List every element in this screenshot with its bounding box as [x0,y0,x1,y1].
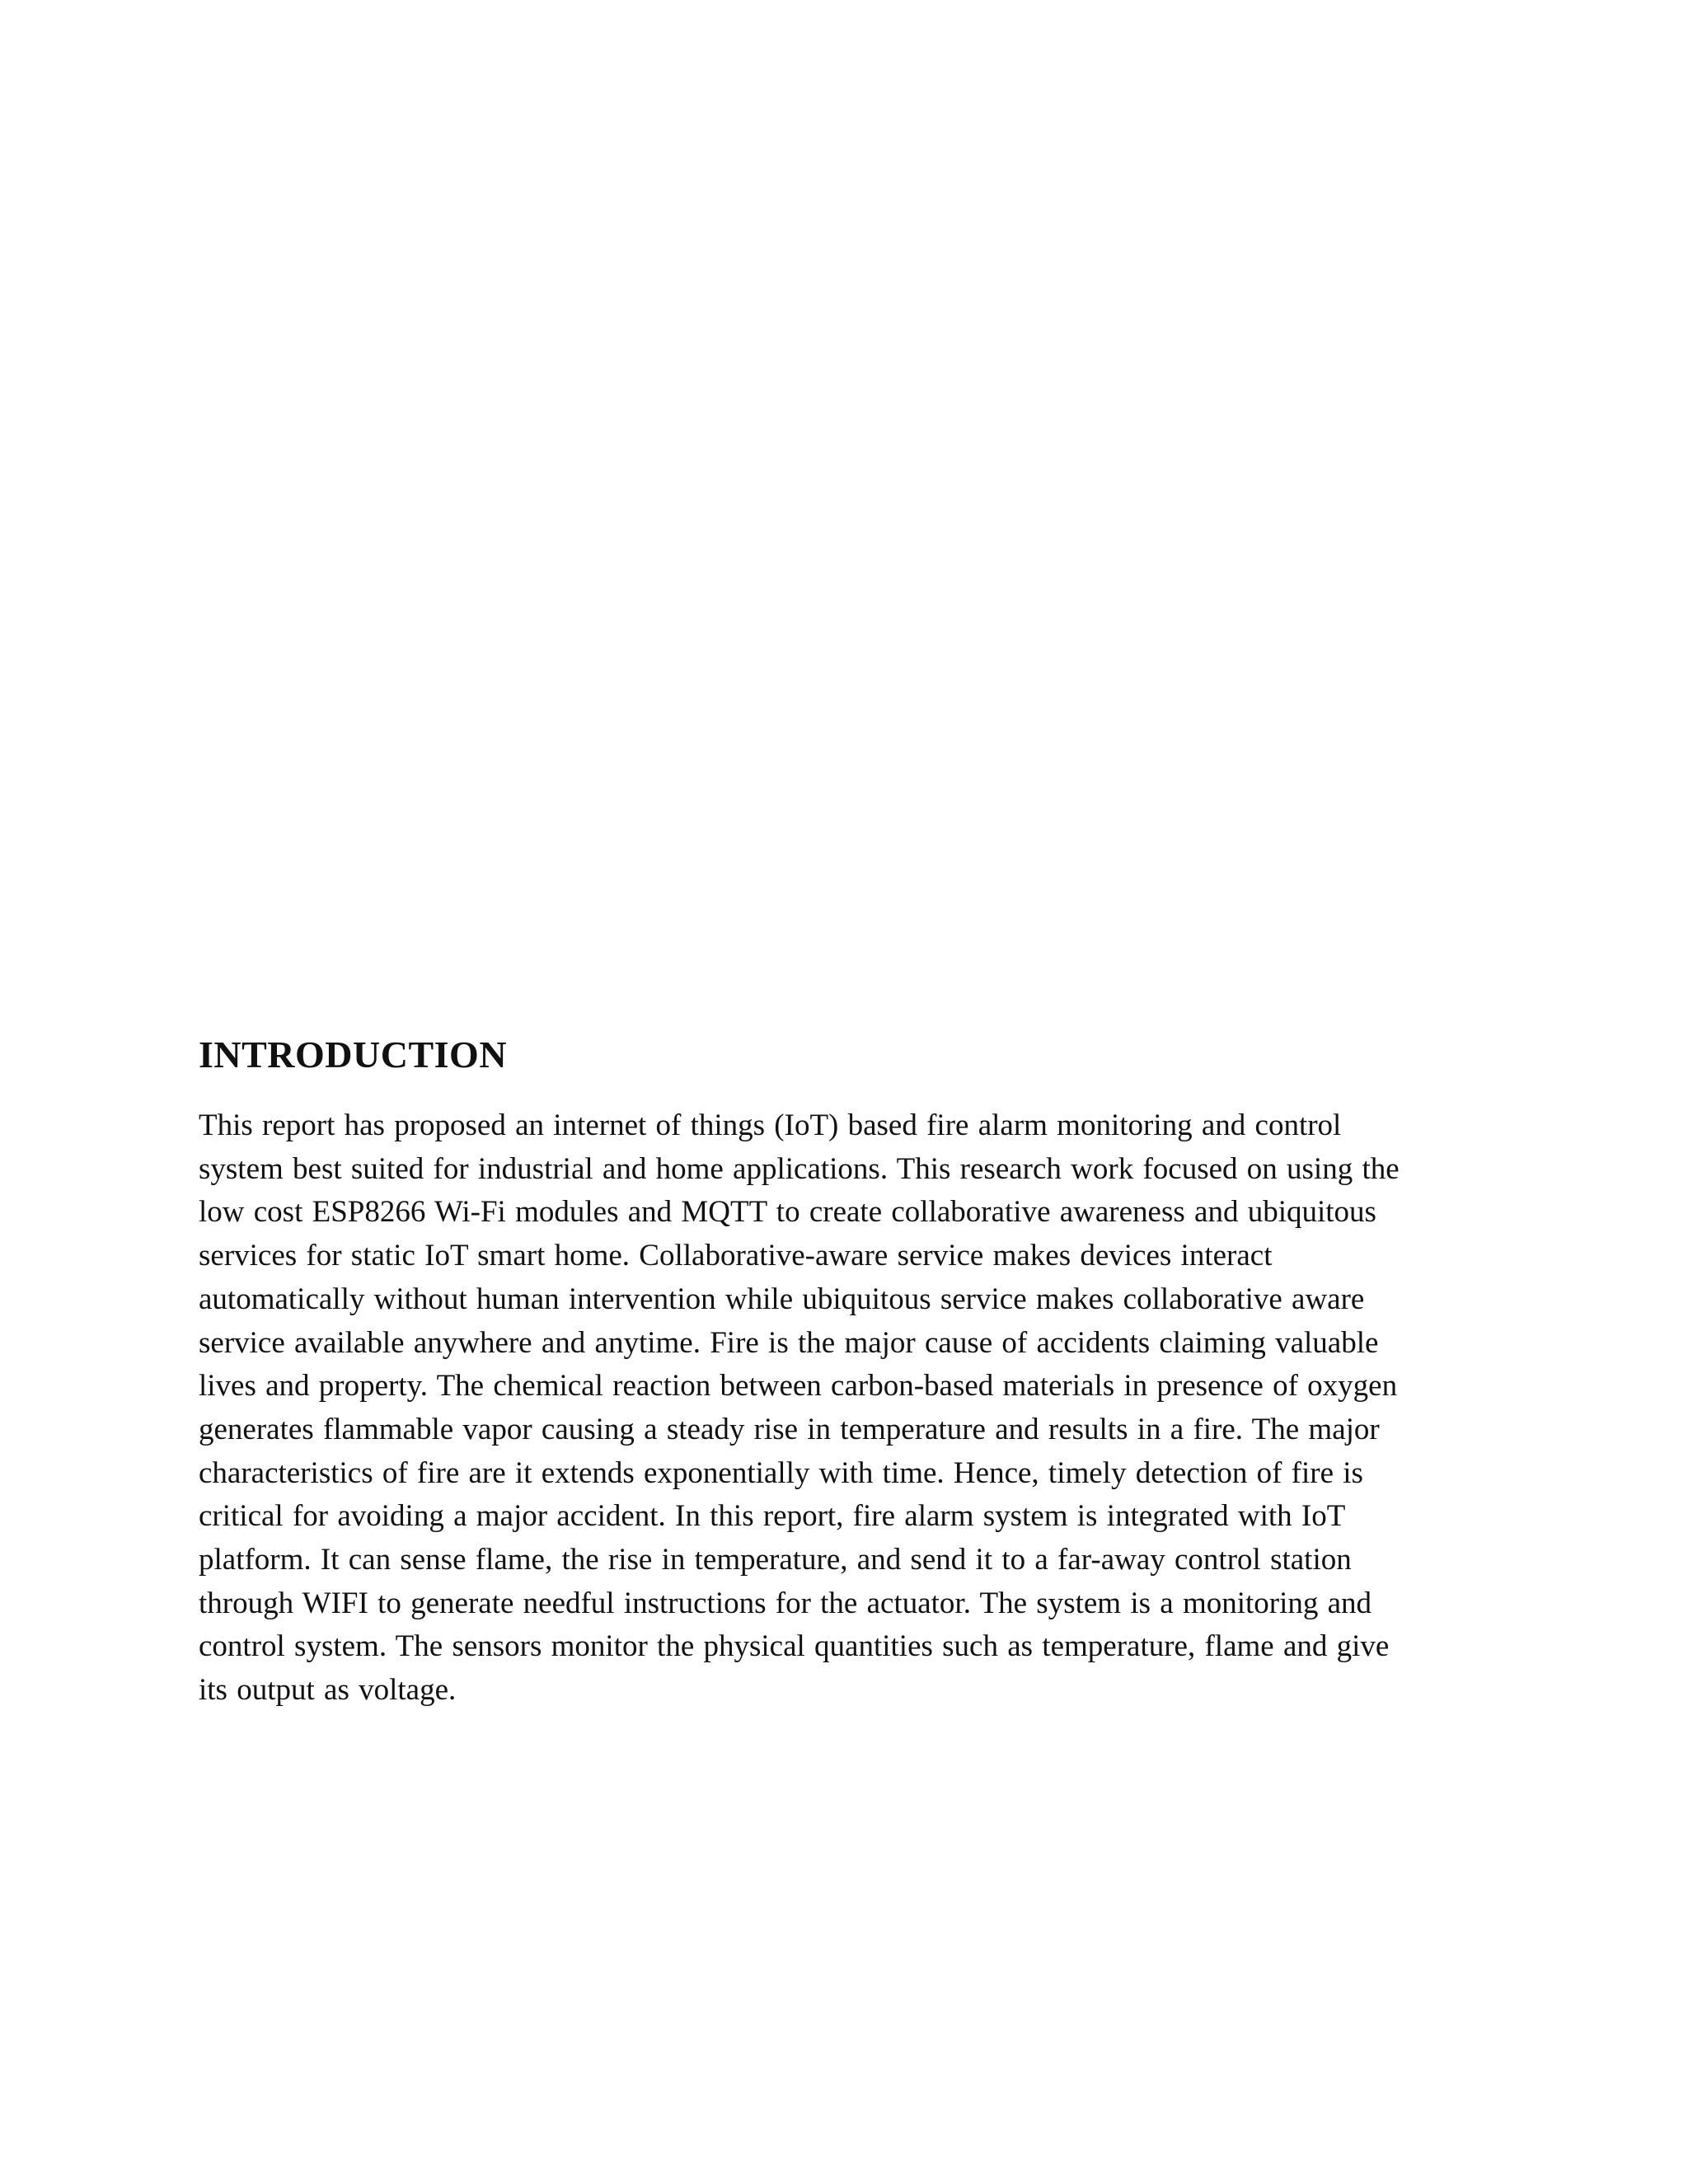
paragraph-line: its output as voltage. [199,1673,457,1708]
paragraph-line: low cost ESP8266 Wi-Fi modules and MQTT to create collaborative awareness and ubiquitous [199,1195,1376,1230]
paragraph-line: control system. The sensors monitor the physical quantities such as temperature, flame and give [199,1629,1390,1664]
paragraph-line: service available anywhere and anytime. Fire is the major cause of accidents claiming valuable [199,1325,1379,1360]
section-heading: INTRODUCTION [199,1033,508,1076]
introduction-section [199,1032,1493,1713]
paragraph-line: generates flammable vapor causing a steady rise in temperature and results in a fire. The major [199,1412,1380,1446]
paragraph-line: critical for avoiding a major accident. In this report, fire alarm system is integrated with IoT [199,1499,1346,1534]
paragraph-line: services for static IoT smart home. Collaborative-aware service makes devices interact [199,1239,1273,1273]
paragraph-line: lives and property. The chemical reaction between carbon-based materials in presence of oxygen [199,1369,1398,1404]
paragraph-line: automatically without human intervention while ubiquitous service makes collaborative aware [199,1282,1365,1316]
paragraph-line: This report has proposed an internet of things (IoT) based fire alarm monitoring and control [199,1108,1342,1142]
paragraph-line: system best suited for industrial and home applications. This research work focused on using the [199,1151,1400,1186]
paragraph-line: platform. It can sense flame, the rise in temperature, and send it to a far-away control station [199,1543,1352,1577]
paragraph-line: through WIFI to generate needful instructions for the actuator. The system is a monitoring and [199,1586,1372,1620]
introduction-paragraph [199,1104,1493,1713]
paragraph-line: characteristics of fire are it extends exponentially with time. Hence, timely detection of fire is [199,1455,1363,1490]
